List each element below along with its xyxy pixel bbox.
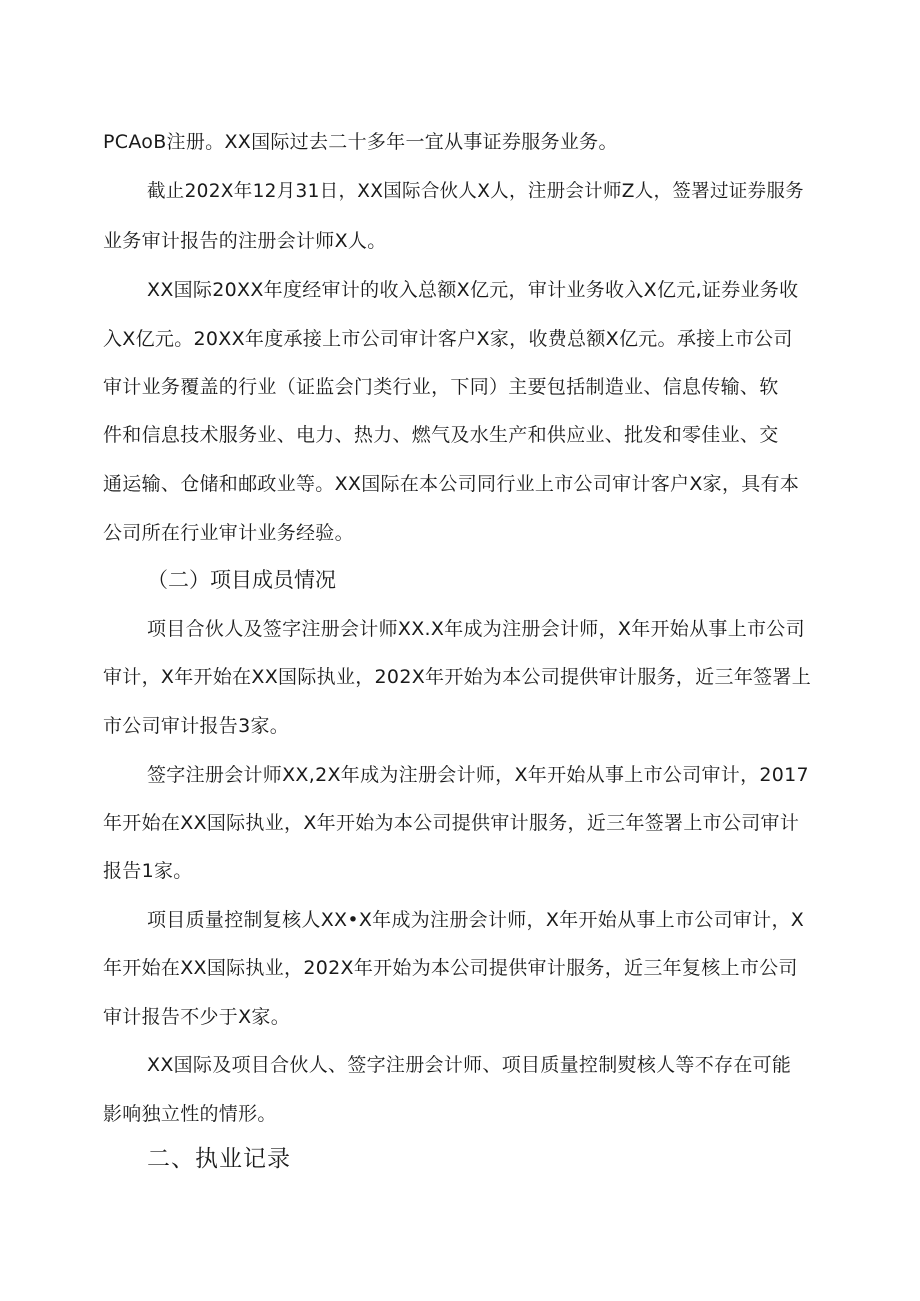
paragraph-line: 年开始在XX国际执业，X年开始为本公司提供审计服务，近三年签署上市公司审计 (103, 812, 800, 834)
paragraph-line: 审计报告不少于X家。 (103, 1006, 291, 1028)
paragraph-line: PCAoB注册。XX国际过去二十多年一宜从事证券服务业务。 (103, 131, 618, 153)
paragraph-line: 报告1家。 (103, 860, 193, 882)
paragraph-line: 公司所在行业审计业务经验。 (103, 522, 354, 544)
paragraph-line: 影响独立性的情形。 (103, 1103, 277, 1125)
paragraph-line: 业务审计报告的注册会计师X人。 (103, 230, 387, 252)
paragraph-line: 入X亿元。20XX年度承接上市公司审计客户X家，收费总额X亿元。承接上市公司 (103, 328, 793, 350)
paragraph-line: 审计，X年开始在XX国际执业，202X年开始为本公司提供审计服务，近三年签署上 (103, 666, 812, 688)
section-heading: （二）项目成员情况 (147, 568, 336, 592)
paragraph-line: 市公司审计报告3家。 (103, 715, 290, 737)
paragraph-line: 签字注册会计师XX,2X年成为注册会计师，X年开始从事上市公司审计，2017 (147, 764, 809, 786)
paragraph-line: XX国际20XX年度经审计的收入总额X亿元，审计业务收入X亿元,证券业务收 (147, 279, 799, 301)
paragraph-line: XX国际及项目合伙人、签字注册会计师、项目质量控制熨核人等不存在可能 (147, 1054, 792, 1076)
paragraph-line: 项目质量控制复核人XX•X年成为注册会计师，X年开始从事上市公司审计，X (147, 909, 805, 931)
paragraph-line: 截止202X年12月31日，XX国际合伙人X人，注册会计师Z人，签署过证券服务 (147, 181, 804, 202)
chapter-heading: 二、执业记录 (147, 1146, 291, 1172)
paragraph-line: 年开始在XX国际执业，202X年开始为本公司提供审计服务，近三年复核上市公司 (103, 957, 798, 979)
paragraph-line: 件和信息技术服务业、电力、热力、燃气及水生产和供应业、批发和零佳业、交 (103, 424, 779, 446)
paragraph-line: 通运输、仓储和邮政业等。XX国际在本公司同行业上市公司审计客户X家，具有本 (103, 473, 800, 495)
paragraph-line: 审计业务覆盖的行业（证监会门类行业，下同）主要包括制造业、信息传输、软 (103, 376, 779, 398)
paragraph-line: 项目合伙人及签字注册会计师XX.X年成为注册会计师，X年开始从事上市公司 (147, 618, 805, 640)
